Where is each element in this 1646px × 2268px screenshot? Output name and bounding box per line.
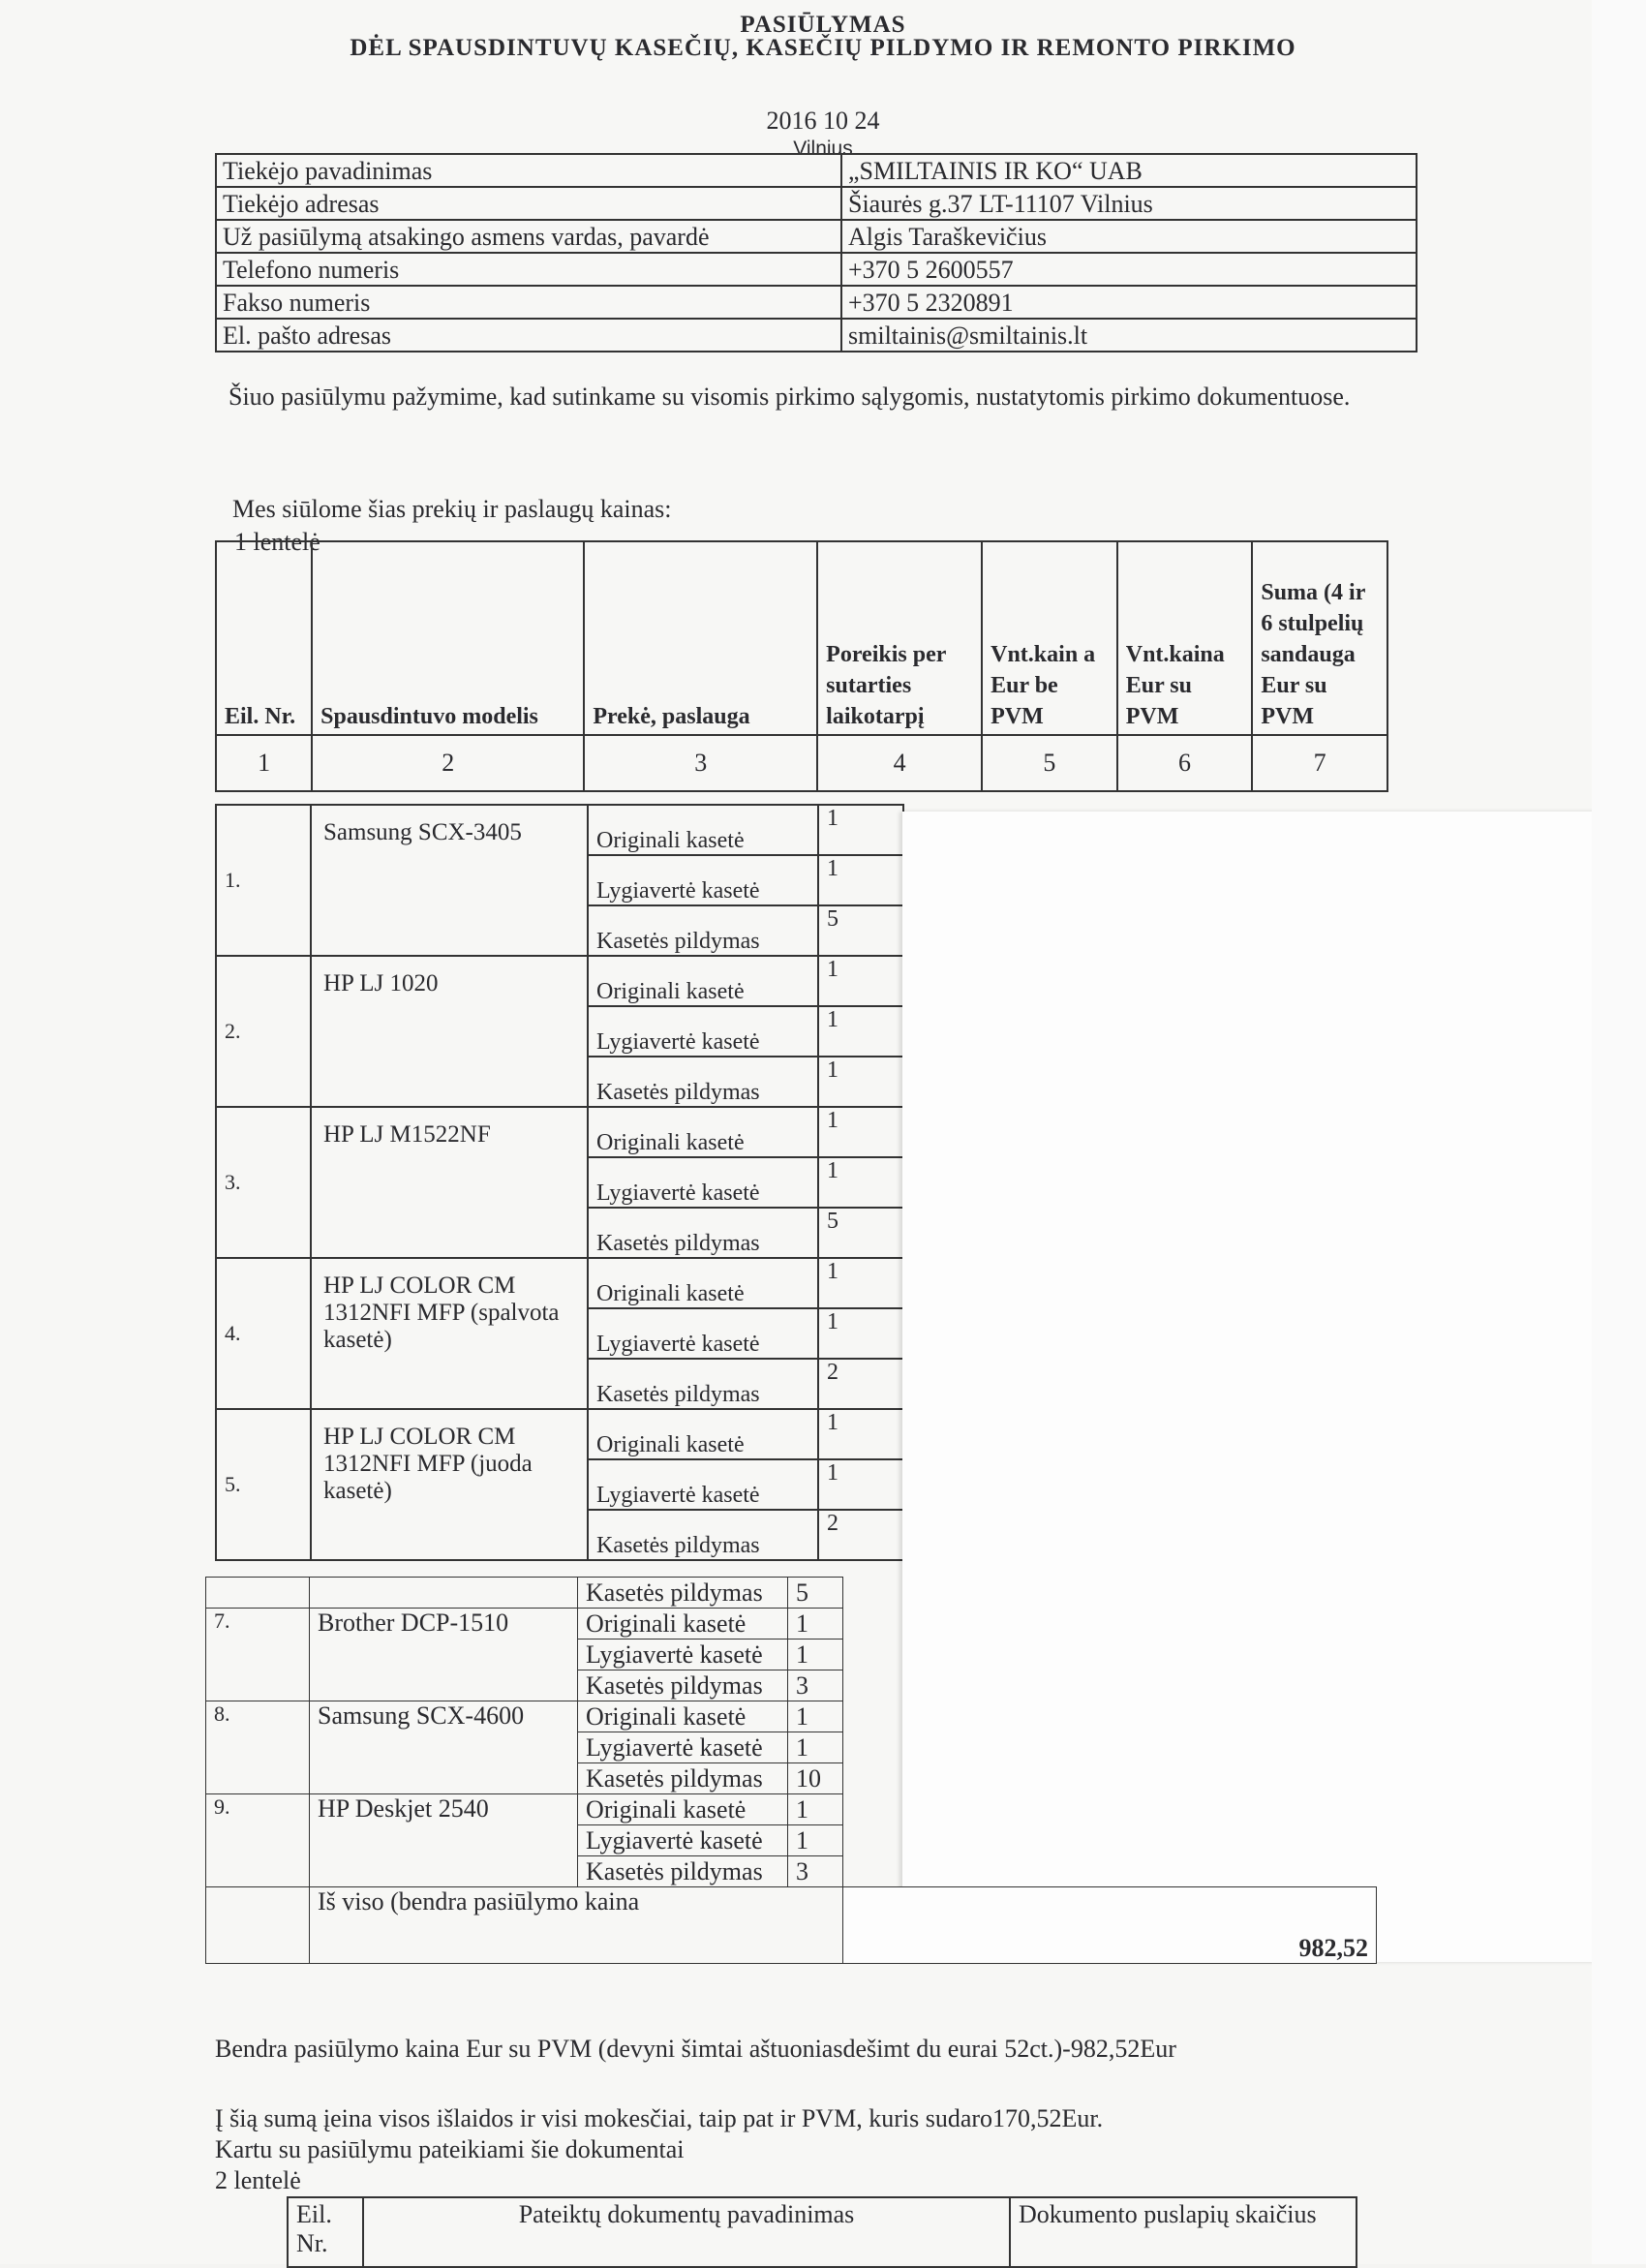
supplier-value: smiltainis@smiltainis.lt xyxy=(841,319,1417,352)
paper-edge xyxy=(1592,0,1646,2264)
printer-model xyxy=(310,1578,578,1609)
item-name: Originali kasetė xyxy=(588,1258,818,1308)
covered-cells xyxy=(843,1825,1377,1856)
table1-label: 1 lentelė xyxy=(234,528,320,556)
covered-cells xyxy=(843,1856,1377,1887)
item-name: Kasetės pildymas xyxy=(588,905,818,956)
item-quantity: 3 xyxy=(788,1856,843,1887)
supplier-label: Tiekėjo pavadinimas xyxy=(216,154,841,187)
supplier-value: +370 5 2600557 xyxy=(841,253,1417,286)
supplier-row xyxy=(216,319,1417,352)
supplier-row xyxy=(216,187,1417,220)
row-number: 2. xyxy=(216,956,311,1107)
item-name: Originali kasetė xyxy=(588,805,818,855)
agreement-statement: Šiuo pasiūlymu pažymime, kad sutinkame su visomis pirkimo sąlygomis, nustatytomis pirkimo dokumentuose. xyxy=(229,383,1351,411)
covered-cells xyxy=(843,1640,1377,1670)
item-quantity: 1 xyxy=(818,1459,903,1510)
price-table-continued xyxy=(205,1577,1377,1964)
item-quantity: 2 xyxy=(818,1359,903,1409)
item-name: Originali kasetė xyxy=(578,1701,788,1732)
covered-cells xyxy=(843,1763,1377,1794)
table-row xyxy=(216,1107,903,1157)
item-quantity: 1 xyxy=(818,1006,903,1057)
item-quantity: 1 xyxy=(788,1640,843,1670)
row-number: 9. xyxy=(206,1794,310,1887)
docs-intro: Kartu su pasiūlymu pateikiami šie dokumentai xyxy=(215,2135,685,2163)
item-quantity: 5 xyxy=(788,1578,843,1609)
supplier-label: Už pasiūlymą atsakingo asmens vardas, pavardė xyxy=(216,220,841,253)
item-quantity: 10 xyxy=(788,1763,843,1794)
supplier-row xyxy=(216,253,1417,286)
col-number: 3 xyxy=(584,735,817,791)
table-row xyxy=(206,1578,1377,1609)
col-header: Spausdintuvo modelis xyxy=(312,541,584,735)
item-name: Kasetės pildymas xyxy=(588,1510,818,1560)
price-table-body xyxy=(215,804,904,1561)
item-quantity: 1 xyxy=(818,1157,903,1208)
supplier-row xyxy=(216,154,1417,187)
col-number: 1 xyxy=(216,735,312,791)
total-spacer xyxy=(206,1887,310,1964)
covered-cells xyxy=(843,1701,1377,1732)
item-quantity: 1 xyxy=(818,1107,903,1157)
printer-model: HP LJ M1522NF xyxy=(311,1107,588,1258)
item-name: Kasetės pildymas xyxy=(578,1578,788,1609)
printer-model: HP LJ 1020 xyxy=(311,956,588,1107)
item-name: Kasetės pildymas xyxy=(588,1208,818,1258)
item-quantity: 1 xyxy=(818,855,903,905)
offer-intro: Mes siūlome šias prekių ir paslaugų kainas: xyxy=(232,495,672,523)
printer-model: HP LJ COLOR CM 1312NFI MFP (juoda kasetė) xyxy=(311,1409,588,1560)
col-number: 7 xyxy=(1252,735,1387,791)
item-quantity: 1 xyxy=(788,1609,843,1640)
item-quantity: 1 xyxy=(818,1308,903,1359)
supplier-row xyxy=(216,286,1417,319)
table2-label: 2 lentelė xyxy=(215,2166,301,2194)
printer-model: HP LJ COLOR CM 1312NFI MFP (spalvota kasetė) xyxy=(311,1258,588,1409)
item-quantity: 1 xyxy=(788,1732,843,1763)
item-quantity: 1 xyxy=(818,956,903,1006)
printer-model: HP Deskjet 2540 xyxy=(310,1794,578,1887)
covered-cells xyxy=(843,1794,1377,1825)
item-name: Kasetės pildymas xyxy=(578,1763,788,1794)
row-number: 5. xyxy=(216,1409,311,1560)
supplier-label: Fakso numeris xyxy=(216,286,841,319)
table-row xyxy=(216,1258,903,1308)
table-row xyxy=(206,1794,1377,1825)
item-name: Lygiavertė kasetė xyxy=(578,1640,788,1670)
item-quantity: 1 xyxy=(818,805,903,855)
col-header: Pateiktų dokumentų pavadinimas xyxy=(363,2197,1010,2267)
supplier-value: „SMILTAINIS IR KO“ UAB xyxy=(841,154,1417,187)
vat-text: Į šią sumą įeina visos išlaidos ir visi mokesčiai, taip pat ir PVM, kuris sudaro170,52Eur. xyxy=(215,2104,1104,2132)
col-number: 4 xyxy=(817,735,982,791)
covered-cells xyxy=(843,1578,1377,1609)
col-header: Vnt.kain a Eur be PVM xyxy=(982,541,1117,735)
item-quantity: 1 xyxy=(818,1409,903,1459)
row-number: 8. xyxy=(206,1701,310,1794)
document-subtitle: DĖL SPAUSDINTUVŲ KASEČIŲ, KASEČIŲ PILDYMO IR REMONTO PIRKIMO xyxy=(350,35,1296,61)
item-name: Kasetės pildymas xyxy=(588,1359,818,1409)
row-number: 7. xyxy=(206,1609,310,1701)
row-number xyxy=(206,1578,310,1609)
item-name: Kasetės pildymas xyxy=(588,1057,818,1107)
item-name: Lygiavertė kasetė xyxy=(588,1459,818,1510)
row-number: 4. xyxy=(216,1258,311,1409)
item-quantity: 1 xyxy=(788,1701,843,1732)
covered-cells xyxy=(843,1609,1377,1640)
item-name: Lygiavertė kasetė xyxy=(588,1308,818,1359)
col-number: 6 xyxy=(1117,735,1253,791)
table-row xyxy=(216,1409,903,1459)
col-header: Prekė, paslauga xyxy=(584,541,817,735)
supplier-info-table xyxy=(215,153,1417,352)
row-number: 3. xyxy=(216,1107,311,1258)
item-quantity: 1 xyxy=(788,1794,843,1825)
item-name: Lygiavertė kasetė xyxy=(578,1825,788,1856)
item-quantity: 5 xyxy=(818,905,903,956)
total-label: Iš viso (bendra pasiūlymo kaina xyxy=(310,1887,843,1964)
table-row xyxy=(206,1609,1377,1640)
supplier-value: Šiaurės g.37 LT-11107 Vilnius xyxy=(841,187,1417,220)
item-name: Kasetės pildymas xyxy=(578,1856,788,1887)
item-name: Originali kasetė xyxy=(588,1409,818,1459)
item-name: Originali kasetė xyxy=(588,1107,818,1157)
printer-model: Brother DCP-1510 xyxy=(310,1609,578,1701)
item-name: Lygiavertė kasetė xyxy=(588,1006,818,1057)
col-header: Suma (4 ir 6 stulpelių sandauga Eur su PVM xyxy=(1252,541,1387,735)
supplier-row xyxy=(216,220,1417,253)
table-row xyxy=(216,956,903,1006)
document-city: Vilnius xyxy=(793,138,853,160)
item-name: Lygiavertė kasetė xyxy=(588,855,818,905)
supplier-label: El. pašto adresas xyxy=(216,319,841,352)
total-value: 982,52 xyxy=(843,1887,1377,1964)
item-name: Originali kasetė xyxy=(578,1609,788,1640)
item-quantity: 1 xyxy=(818,1057,903,1107)
document-title: PASIŪLYMAS xyxy=(740,12,906,38)
table-row xyxy=(206,1701,1377,1732)
item-name: Kasetės pildymas xyxy=(578,1670,788,1701)
table-row xyxy=(216,805,903,855)
printer-model: Samsung SCX-4600 xyxy=(310,1701,578,1794)
item-quantity: 1 xyxy=(788,1825,843,1856)
covered-cells xyxy=(843,1732,1377,1763)
col-header: Poreikis per sutarties laikotarpį xyxy=(817,541,982,735)
row-number: 1. xyxy=(216,805,311,956)
col-header: Eil. Nr. xyxy=(288,2197,363,2267)
printer-model: Samsung SCX-3405 xyxy=(311,805,588,956)
supplier-value: Algis Taraškevičius xyxy=(841,220,1417,253)
item-quantity: 3 xyxy=(788,1670,843,1701)
total-text: Bendra pasiūlymo kaina Eur su PVM (devyni šimtai aštuoniasdešimt du eurai 52ct.)-982,52Eur xyxy=(215,2035,1176,2063)
col-number: 2 xyxy=(312,735,584,791)
price-table xyxy=(215,540,1388,792)
item-name: Originali kasetė xyxy=(588,956,818,1006)
col-header: Dokumento puslapių skaičius xyxy=(1010,2197,1356,2267)
supplier-value: +370 5 2320891 xyxy=(841,286,1417,319)
column-numbers-row xyxy=(216,735,1387,791)
item-quantity: 5 xyxy=(818,1208,903,1258)
item-quantity: 2 xyxy=(818,1510,903,1560)
col-number: 5 xyxy=(982,735,1117,791)
item-name: Originali kasetė xyxy=(578,1794,788,1825)
item-name: Lygiavertė kasetė xyxy=(588,1157,818,1208)
item-name: Lygiavertė kasetė xyxy=(578,1732,788,1763)
col-header: Vnt.kaina Eur su PVM xyxy=(1117,541,1253,735)
supplier-label: Telefono numeris xyxy=(216,253,841,286)
col-header: Eil. Nr. xyxy=(216,541,312,735)
item-quantity: 1 xyxy=(818,1258,903,1308)
documents-table xyxy=(287,2196,1357,2268)
price-table-rows xyxy=(215,804,904,1561)
price-table-header xyxy=(216,541,1387,735)
total-row xyxy=(206,1887,1377,1964)
covered-cells xyxy=(843,1670,1377,1701)
supplier-label: Tiekėjo adresas xyxy=(216,187,841,220)
document-date: 2016 10 24 xyxy=(766,107,880,135)
